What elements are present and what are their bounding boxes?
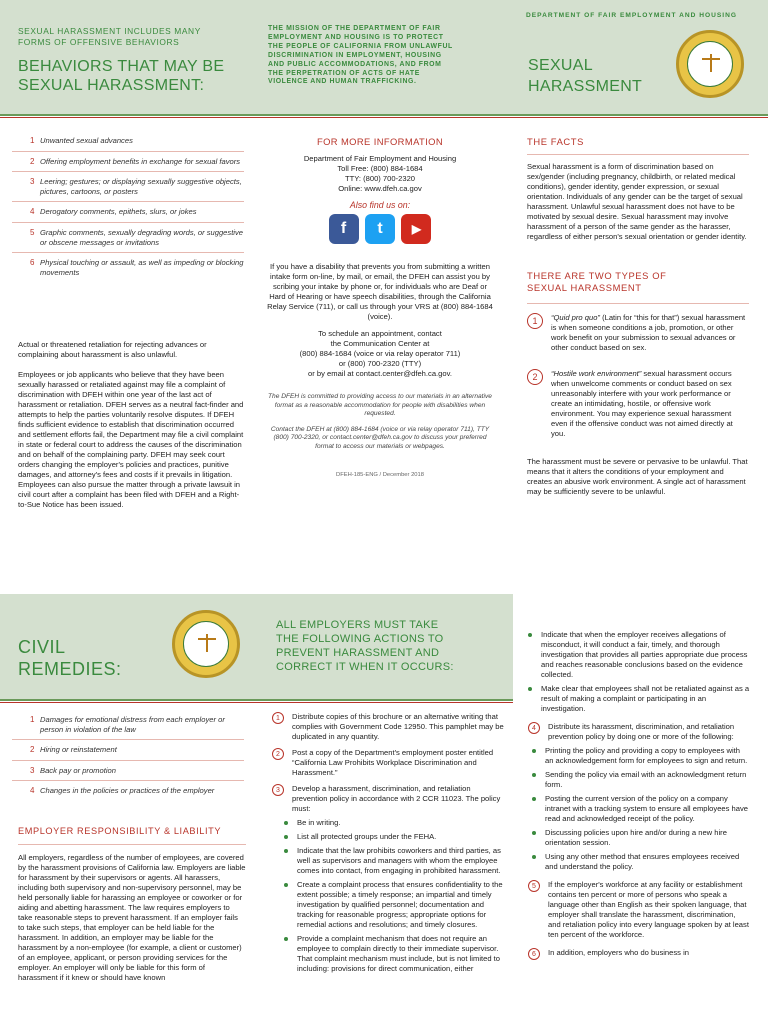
- bullet-text: Make clear that employees shall not be retaliated against as a result of making a complaint or participating in an investigation.: [541, 684, 750, 713]
- action-text: Develop a harassment, discrimination, and retaliation prevention policy in accordance with 2 CCR 11023. The policy must:: [292, 784, 501, 813]
- behaviors-header: [18, 26, 248, 95]
- types-heading-line: SEXUAL HARASSMENT: [527, 282, 642, 293]
- brand-title-line: HARASSMENT: [528, 78, 643, 95]
- action-text: If the employer's workforce at any facility or establishment contains ten percent or more of persons who speak a language other than English as their spoken language, that employer shall translate the harassment, discrimination, and retaliation policy into every language spoken by at least ten percent of the workforce.: [548, 880, 749, 939]
- actions-title-line: THE FOLLOWING ACTIONS TO: [276, 633, 444, 645]
- scales-icon: [702, 54, 720, 74]
- list-item: [12, 252, 244, 282]
- item-number: 1: [30, 136, 35, 145]
- info-online[interactable]: Online: www.dfeh.ca.gov: [338, 184, 422, 193]
- appointment-line: To schedule an appointment, contact: [318, 329, 442, 338]
- list-item: [12, 171, 244, 201]
- list-item: [12, 222, 244, 252]
- action-item: [528, 948, 750, 960]
- remedies-title-line: REMEDIES:: [18, 659, 122, 679]
- actions-title-line: CORRECT IT WHEN IT OCCURS:: [276, 661, 454, 673]
- also-find-us: Also find us on:: [349, 200, 411, 210]
- item-number: 4: [30, 207, 35, 217]
- seal-inner: [183, 621, 229, 667]
- item-number: 6: [30, 258, 35, 268]
- item-number: 4: [30, 786, 35, 796]
- behaviors-list: [12, 131, 244, 282]
- type-description: sexual harassment occurs when unwelcome comments or conduct based on sex unreasonably interfere with your work performance or create an intimidating, hostile, or offensive work environment. You may experience sexual harassment even if the offensive conduct was not aimed directly at you.: [551, 369, 733, 438]
- bullet-icon: [532, 831, 536, 835]
- type-text: [551, 369, 749, 439]
- form-id: DFEH-185-ENG / December 2018: [336, 471, 424, 478]
- liability-heading: EMPLOYER RESPONSIBILITY & LIABILITY: [18, 826, 222, 836]
- behaviors-list-container: [12, 131, 244, 282]
- facebook-icon[interactable]: f: [329, 214, 359, 244]
- appointment-line: (800) 884-1684 (voice or via relay operator 711): [299, 349, 461, 358]
- scales-icon: [198, 634, 216, 654]
- type-description: (Latin for “this for that”) sexual harassment is when someone conditions a job, promotion, or other work benefit on your submission to sexual advances or other conduct based on sex.: [551, 313, 746, 352]
- brand-title: [528, 55, 668, 97]
- info-tty: TTY: (800) 700-2320: [344, 174, 416, 183]
- liability-body: All employers, regardless of the number of employees, are covered by the harassment provisions of California law. Employers are liable for harassment by their supervisors or agents. All harassers, including both supervisory and non-supervisory personnel, may be held personally liable for harassing an employee or coworker or for aiding and abetting harassment. The law requires employers to take reasonable steps to prevent harassment. If an employer fails to take such steps, that employer can be held liable for the harassment. In addition, an employer may be liable for the harassment by a non-employee (for example, a client or customer) of an employee, applicant, or person providing services for the employer. An employer will only be liable for this form of harassment if it knew or should have known: [18, 853, 246, 982]
- bullet-item: [532, 746, 750, 766]
- actions-list-middle: [272, 712, 504, 1024]
- bullet-text: Printing the policy and providing a copy to employees with an acknowledgement form for employees to sign and return.: [545, 746, 748, 765]
- list-item: [12, 151, 244, 172]
- youtube-icon[interactable]: ▶: [401, 214, 431, 244]
- number-circle-icon: 6: [528, 948, 540, 960]
- action-text: Post a copy of the Department's employment poster entitled “California Law Prohibits Workplace Discrimination and Harassment.”: [292, 748, 494, 777]
- bullet-icon: [528, 633, 532, 637]
- bullet-icon: [532, 773, 536, 777]
- bullet-item: [532, 770, 750, 790]
- alt-format-note: Contact the DFEH at (800) 884-1684 (voice or via relay operator 711), TTY (800) 700-2320, or contact.center@dfeh.ca.gov to discuss your preferred format to access our materials or webpages.: [270, 425, 490, 450]
- remedies-title-line: CIVIL: [18, 637, 66, 657]
- severity-paragraph: The harassment must be severe or pervasive to be unlawful. That means that it alters the conditions of your employment and creates an abusive work environment. A single act of harassment may be sufficiently severe to be unlawful.: [527, 457, 748, 496]
- paragraph: Actual or threatened retaliation for rejecting advances or complaining about harassment is also unlawful.: [18, 340, 207, 359]
- bullet-icon: [284, 883, 288, 887]
- item-text: Changes in the policies or practices of the employer: [40, 786, 215, 796]
- type-term: “Quid pro quo”: [551, 313, 600, 322]
- action-text: Distribute its harassment, discrimination, and retaliation prevention policy by doing one or more of the following:: [548, 722, 735, 741]
- social-icons: [265, 214, 495, 244]
- appointment-line: the Communication Center at: [330, 339, 430, 348]
- bullet-text: Provide a complaint mechanism that does not require an employee to complain directly to their immediate supervisor. That complaint mechanism must include, but is not limited to including: provisions for direct communication, either: [297, 934, 501, 973]
- bullet-text: Discussing policies upon hire and/or during a new hire orientation session.: [545, 828, 727, 847]
- item-number: 1: [30, 715, 35, 724]
- number-circle-icon: 2: [527, 369, 543, 385]
- actions-title-line: PREVENT HARASSMENT AND: [276, 647, 440, 659]
- top-band-divider-red: [0, 117, 768, 118]
- appointment-line: or (800) 700-2320 (TTY): [338, 359, 422, 368]
- behaviors-title: BEHAVIORS THAT MAY BE: [18, 58, 225, 75]
- behaviors-title: SEXUAL HARASSMENT:: [18, 77, 205, 94]
- appointment-block: [265, 329, 495, 379]
- info-tollfree: Toll Free: (800) 884-1684: [337, 164, 423, 173]
- bullet-item: [284, 880, 504, 930]
- retaliation-text: [18, 340, 248, 510]
- item-text: Hiring or reinstatement: [40, 745, 117, 755]
- bullet-item: [532, 794, 750, 824]
- facts-body: Sexual harassment is a form of discrimination based on sex/gender (including pregnancy, childbirth, or related medical conditions), gender identity, gender expression, or sexual orientation. Individuals of any gender can be the target of sexual harassment. Unlawful sexual harassment does not have to be motivated by sexual desire. Sexual harassment may involve harassment of a person of the same gender as the harasser, regardless of either person's sexual orientation or gender identity.: [527, 162, 747, 241]
- bullet-text: Posting the current version of the policy on a company intranet with a tracking system to ensure all employees have read and acknowledged receipt of the policy.: [545, 794, 749, 823]
- types-heading-line: THERE ARE TWO TYPES OF: [527, 270, 667, 281]
- action-text: Distribute copies of this brochure or an alternative writing that complies with Government Code 12950. This pamphlet may be duplicated in any quantity.: [292, 712, 504, 741]
- dfeh-seal-logo: [172, 610, 240, 678]
- item-number: 3: [30, 765, 35, 775]
- bullet-item: [528, 684, 750, 714]
- appointment-line[interactable]: or by email at contact.center@dfeh.ca.gov.: [308, 369, 452, 378]
- divider: [527, 154, 749, 155]
- policy-requirements-list-continued: [528, 630, 750, 714]
- item-text: Back pay or promotion: [40, 765, 116, 775]
- info-panel: [265, 136, 495, 478]
- bullet-icon: [284, 849, 288, 853]
- list-item: [12, 201, 244, 222]
- list-item: [12, 710, 244, 739]
- disability-paragraph: If you have a disability that prevents you from submitting a written intake form on-line, by mail, or email, the DFEH can assist you by scribing your intake by phone or, for individuals who are Deaf or Hard of Hearing or have speech disabilities, through the California Relay Service (711), or call us through your VRS at (800) 884-1684 (voice).: [267, 262, 493, 321]
- action-text: In addition, employers who do business in: [548, 948, 689, 957]
- facts-panel: [527, 136, 749, 497]
- list-item: [12, 131, 244, 151]
- type-text: [551, 313, 749, 353]
- bullet-text: Indicate that the law prohibits coworkers and third parties, as well as supervisors and managers with whom the employee comes into contact, from engaging in prohibited harassment.: [297, 846, 501, 875]
- item-number: 2: [30, 745, 35, 755]
- liability-section: [18, 826, 246, 1023]
- bullet-text: List all protected groups under the FEHA.: [297, 832, 437, 841]
- bullet-icon: [528, 687, 532, 691]
- policy-requirements-list: [272, 818, 504, 974]
- bullet-text: Be in writing.: [297, 818, 341, 827]
- list-item: [12, 780, 244, 801]
- action-item: [272, 712, 504, 742]
- department-name: DEPARTMENT OF FAIR EMPLOYMENT AND HOUSING: [526, 12, 737, 19]
- bullet-icon: [284, 835, 288, 839]
- number-circle-icon: 4: [528, 722, 540, 734]
- action-item: [528, 880, 750, 940]
- bullet-item: [528, 630, 750, 680]
- bullet-icon: [532, 855, 536, 859]
- action-item: [272, 784, 504, 814]
- paragraph: Employees or job applicants who believe that they have been sexually harassed or retaliated against may file a complaint of discrimination with DFEH within one year of the last act of harassment or retaliation. DFEH serves as a neutral fact-finder and attempts to help the parties voluntarily resolve disputes. If DFEH finds sufficient evidence to establish that discrimination occurred and settlement efforts fail, the Department may file a civil complaint in state or federal court to address the causes of the discrimination and on behalf of the complaining party. DFEH may seek court orders changing the employer's policies and practices, punitive damages, and attorney's fees and costs if it prevails in litigation. Employees can also pursue the matter through a private lawsuit in civil court after a complaint has been filed with DFEH and a Right-to-Sue Notice has been issued.: [18, 370, 244, 509]
- commitment-note: The DFEH is committed to providing access to our materials in an alternative format as a reasonable accommodation for people with disabilities when requested.: [268, 393, 492, 418]
- facts-heading: THE FACTS: [527, 136, 584, 147]
- action-item: [528, 722, 750, 742]
- remedies-list-container: [12, 710, 244, 801]
- bullet-icon: [284, 937, 288, 941]
- number-circle-icon: 5: [528, 880, 540, 892]
- item-text: Damages for emotional distress from each employer or person in violation of the law: [40, 715, 225, 734]
- dfeh-seal-logo: [676, 30, 744, 98]
- mission-statement: THE MISSION OF THE DEPARTMENT OF FAIR EMPLOYMENT AND HOUSING IS TO PROTECT THE PEOPLE OF CALIFORNIA FROM UNLAWFUL DISCRIMINATION IN EMPLOYMENT, HOUSING AND PUBLIC ACCOMMODATIONS, AND FROM THE PERPETRATION OF ACTS OF HATE VIOLENCE AND HUMAN TRAFFICKING.: [268, 25, 453, 86]
- remedies-title: [18, 636, 122, 680]
- bullet-icon: [284, 821, 288, 825]
- actions-list-right: [528, 626, 750, 1024]
- bullet-item: [284, 832, 504, 842]
- actions-title-line: ALL EMPLOYERS MUST TAKE: [276, 619, 439, 631]
- twitter-icon[interactable]: t: [365, 214, 395, 244]
- number-circle-icon: 1: [527, 313, 543, 329]
- seal-inner: [687, 41, 733, 87]
- bullet-item: [284, 818, 504, 828]
- top-band-divider: [0, 114, 768, 116]
- bullet-item: [532, 828, 750, 848]
- bullet-item: [532, 852, 750, 872]
- intro-line: FORMS OF OFFENSIVE BEHAVIORS: [18, 37, 180, 47]
- remedies-list: [12, 710, 244, 801]
- number-circle-icon: 3: [272, 784, 284, 796]
- divider: [18, 844, 246, 845]
- type-term: “Hostile work environment”: [551, 369, 642, 378]
- remedies-band-divider-red: [0, 702, 513, 703]
- list-item: [12, 760, 244, 781]
- bullet-icon: [532, 797, 536, 801]
- actions-title: [276, 618, 506, 674]
- item-number: 5: [30, 227, 35, 237]
- bullet-text: Create a complaint process that ensures confidentiality to the extent possible; a timely response; an impartial and timely investigation by qualified personnel; documentation and tracking for reasonable progress; appropriate options for remedial actions and resolutions; and timely closures.: [297, 880, 503, 929]
- bullet-text: Using any other method that ensures employees received and understand the policy.: [545, 852, 740, 871]
- number-circle-icon: 1: [272, 712, 284, 724]
- type-quid-pro-quo: [527, 313, 749, 353]
- item-text: Graphic comments, sexually degrading words, or suggestive or obscene messages or invitations: [40, 227, 244, 247]
- info-heading: FOR MORE INFORMATION: [316, 136, 444, 147]
- bullet-item: [284, 846, 504, 876]
- item-text: Physical touching or assault, as well as impeding or blocking movements: [40, 258, 244, 277]
- bullet-item: [284, 934, 504, 974]
- bullet-text: Indicate that when the employer receives allegations of misconduct, it will conduct a fair, timely, and thorough investigation that provides all parties appropriate due process and reaches reasonable conclusions based on the evidence collected.: [541, 630, 748, 679]
- types-heading: [527, 270, 749, 294]
- item-text: Unwanted sexual advances: [40, 136, 133, 145]
- remedies-band-divider: [0, 699, 513, 701]
- bullet-text: Sending the policy via email with an acknowledgment return form.: [545, 770, 747, 789]
- type-hostile-environment: [527, 369, 749, 439]
- distribution-methods-list: [528, 746, 750, 872]
- item-text: Offering employment benefits in exchange for sexual favors: [40, 156, 241, 166]
- number-circle-icon: 2: [272, 748, 284, 760]
- intro-line: SEXUAL HARASSMENT INCLUDES MANY: [18, 26, 201, 36]
- info-org: Department of Fair Employment and Housing: [303, 154, 457, 163]
- list-item: [12, 739, 244, 760]
- brand-title-line: SEXUAL: [528, 57, 593, 74]
- action-item: [272, 748, 504, 778]
- item-number: 3: [30, 177, 35, 187]
- item-text: Derogatory comments, epithets, slurs, or jokes: [40, 207, 197, 217]
- item-text: Leering; gestures; or displaying sexually suggestive objects, pictures, cartoons, or posters: [40, 177, 242, 196]
- item-number: 2: [30, 156, 35, 166]
- bullet-icon: [532, 749, 536, 753]
- divider: [527, 303, 749, 304]
